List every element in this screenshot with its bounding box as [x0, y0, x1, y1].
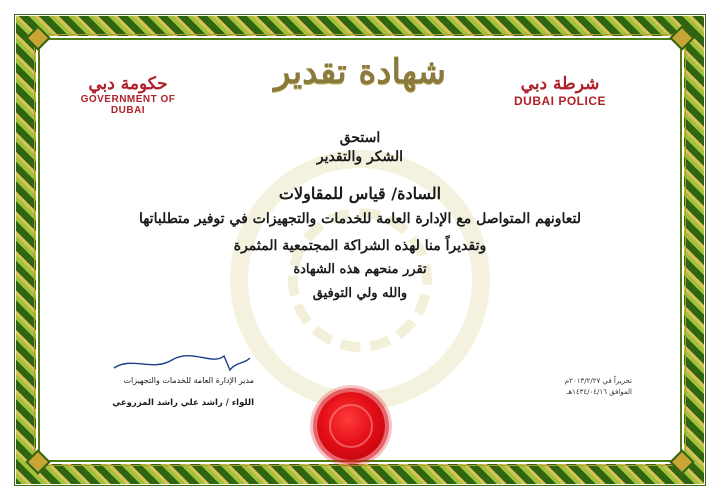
- signatory-title: مدير الإدارة العامة للخدمات والتجهيزات: [123, 376, 254, 385]
- issue-date: [520, 376, 632, 398]
- body-text-line-4: والله ولي التوفيق: [312, 286, 408, 301]
- recipient-name: السادة/ قياس للمقاولات: [278, 184, 442, 203]
- police-logo-arabic: شرطة دبي: [520, 74, 600, 94]
- body-text-line-3: تقرر منحهم هذه الشهادة: [293, 262, 427, 277]
- deserves-text: استحق: [339, 130, 381, 146]
- certificate-title: شهادة تقدير: [273, 52, 447, 92]
- issue-date-hijri: الموافق ١٤٣٤/٠٤/١٦هـ: [566, 388, 632, 396]
- issue-date-gregorian: تحريراً في ٢٠١٣/٢/٢٧م: [564, 377, 632, 385]
- signatory-name: اللواء / راشد علي راشد المزروعي: [112, 398, 254, 408]
- dubai-police-logo: [500, 74, 620, 108]
- police-logo-english: DUBAI POLICE: [513, 94, 606, 108]
- body-text-line-2: وتقديراً منا لهذه الشراكة المجتمعية المثمرة: [233, 238, 487, 254]
- government-of-dubai-logo: [70, 74, 186, 116]
- handwritten-signature: [112, 352, 252, 374]
- red-wax-seal: [317, 392, 385, 460]
- government-logo-english: GOVERNMENT OF DUBAI: [80, 94, 176, 116]
- body-text-line-1: لتعاونهم المتواصل مع الإدارة العامة للخدمات والتجهيزات في توفير متطلباتها: [138, 211, 582, 227]
- government-logo-arabic: حكومة دبي: [88, 74, 168, 94]
- thanks-text: الشكر والتقدير: [316, 149, 404, 165]
